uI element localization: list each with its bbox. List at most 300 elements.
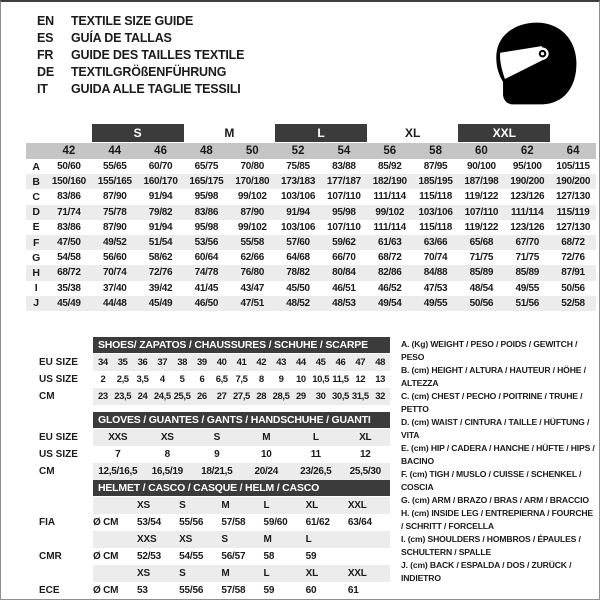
measurement-value-cell: 48/53 (332, 297, 356, 309)
measurement-value-cell: 50/56 (469, 297, 494, 309)
measurement-row-label: C (32, 190, 40, 203)
shoes-value-cell: 34 (98, 357, 108, 368)
helmet-unit-cell: Ø CM (93, 585, 119, 596)
measurement-value-cell: 62/66 (240, 252, 264, 264)
measurement-value-cell: 85/89 (515, 267, 539, 279)
shoes-value-cell: 28 (256, 391, 267, 402)
measurement-value-cell: 55/65 (102, 161, 127, 173)
size-header-cell: 56 (383, 145, 397, 157)
measurement-value-cell: 60/70 (148, 161, 173, 173)
legend-item: J. (cm) BACK / ESPALDA / DOS / ZURÜCK / INDIETRO (401, 560, 572, 583)
helmet-values-row (93, 548, 390, 565)
measurement-value-cell: 115/118 (419, 191, 453, 203)
legend-item: B. (cm) HEIGHT / ALTURA / HAUTEUR / HÖHE / ALTEZZA (401, 365, 586, 388)
helmet-size-header-cell: L (263, 568, 270, 579)
helmet-sizes-row (93, 497, 390, 514)
measurement-value-cell: 68/72 (57, 267, 81, 279)
helmet-value-cell: 61 (347, 585, 359, 596)
size-group-xl: XL (404, 126, 421, 140)
measurement-value-cell: 75/78 (102, 206, 127, 218)
shoes-value-cell: 4 (159, 374, 165, 385)
measurement-value-cell: 64/68 (286, 252, 310, 264)
shoes-value-cell: 7,5 (235, 374, 248, 385)
helmet-size-header-cell: M (221, 500, 230, 511)
size-header-cell: 54 (337, 145, 351, 157)
language-row (37, 12, 244, 29)
measurement-value-cell: 103/106 (418, 206, 453, 218)
size-header-cell: 44 (108, 145, 122, 157)
measurement-value-cell: 155/165 (97, 176, 132, 188)
shoes-value-cell: 10 (296, 374, 306, 385)
measurement-value-cell: 95/98 (194, 221, 219, 233)
shoes-value-cell: 2 (100, 374, 106, 385)
size-group-m: M (224, 126, 235, 140)
shoes-table-title-bar: SHOES/ ZAPATOS / CHAUSSURES / SCHUHE / SCARPE (93, 337, 390, 353)
shoes-value-cell: 27,5 (233, 391, 250, 402)
measurement-value-cell: 70/74 (423, 252, 448, 264)
helmet-size-header-cell: M (263, 534, 272, 545)
shoes-value-cell: 6 (199, 374, 205, 385)
gloves-value-cell: 12,5/16,5 (98, 466, 138, 477)
measurement-value-cell: 83/86 (194, 206, 219, 218)
helmet-values-row (93, 514, 390, 531)
measurement-value-cell: 87/90 (240, 206, 264, 218)
helmet-value-cell: 53/54 (137, 517, 162, 528)
size-group-l: L (275, 124, 367, 142)
measurement-value-cell: 71/74 (57, 206, 81, 218)
shoes-value-cell: 2,5 (116, 374, 129, 385)
measurement-value-cell: 48/54 (469, 282, 494, 294)
shoes-value-cell: 24 (137, 391, 148, 402)
gloves-value-cell: XXS (108, 432, 128, 443)
helmet-size-header-cell: XL (305, 568, 319, 579)
gloves-value-cell: 8 (164, 449, 170, 460)
measurement-row-label: F (32, 236, 40, 249)
measurement-row-label: B (32, 175, 40, 188)
measurement-value-cell: 35/38 (57, 282, 81, 294)
measurement-value-cell: 119/122 (464, 221, 499, 233)
helmet-unit-cell: Ø CM (93, 551, 119, 562)
measurement-value-cell: 55/58 (240, 237, 264, 249)
measurement-value-cell: 165/175 (189, 176, 224, 188)
measurement-value-cell: 119/122 (464, 191, 499, 203)
helmet-sizes-row (93, 531, 390, 548)
measurement-value-cell: 50/60 (57, 161, 81, 173)
gloves-value-cell: XL (359, 432, 372, 443)
textile-size-groups-row (26, 124, 596, 142)
shoes-value-cell: 40 (216, 357, 227, 368)
measurement-value-cell: 90/100 (467, 161, 496, 173)
measurement-value-cell: 185/195 (418, 176, 453, 188)
helmet-size-header-cell: XS (137, 500, 150, 511)
shoes-value-cell: 31,5 (351, 391, 369, 402)
helmet-standard-label-fia: FIA (39, 517, 56, 528)
measurement-value-cell: 72/76 (561, 252, 585, 264)
textile-measurement-rows (26, 159, 596, 311)
size-header-cell: 48 (200, 145, 213, 157)
helmet-value-cell: 53 (137, 585, 148, 596)
language-row (37, 46, 244, 63)
measurement-value-cell: 79/82 (148, 206, 173, 218)
shoes-value-cell: 26 (197, 391, 207, 402)
helmet-value-cell: 57/58 (221, 585, 246, 596)
legend-item: F. (cm) TIGH / MUSLO / CUISSE / SCHENKEL / COSCIA (401, 469, 582, 492)
measurement-value-cell: 68/72 (561, 237, 585, 249)
measurement-value-cell: 65/68 (469, 237, 494, 249)
gloves-values-row (93, 463, 390, 480)
gloves-value-cell: 25,5/30 (349, 466, 381, 477)
measurement-value-cell: 127/130 (556, 191, 591, 203)
measurement-value-cell: 87/90 (102, 221, 127, 233)
measurement-value-cell: 44/48 (102, 297, 127, 309)
size-group-xxl: XXL (458, 124, 550, 142)
measurement-value-cell: 71/75 (515, 252, 539, 264)
shoes-value-cell: 48 (375, 357, 385, 368)
shoes-value-cell: 24,5 (153, 391, 171, 402)
gloves-value-cell: 18/21,5 (201, 466, 233, 477)
measurement-value-cell: 85/92 (377, 161, 402, 173)
gloves-value-cell: 7 (115, 449, 121, 460)
language-title: GUIDA ALLE TAGLIE TESSILI (71, 81, 241, 96)
helmet-size-header-cell: S (179, 500, 186, 511)
gloves-value-cell: 12 (359, 449, 371, 460)
measurement-value-cell: 46/51 (332, 282, 356, 294)
racing-helmet-icon (488, 17, 582, 111)
shoes-values-row (93, 371, 390, 388)
measurement-value-cell: 83/86 (57, 221, 81, 233)
measurement-value-cell: 49/54 (377, 297, 402, 309)
measurement-value-cell: 85/89 (469, 267, 494, 279)
helmet-standard-label-ece: ECE (39, 585, 60, 596)
measurement-value-cell: 160/170 (143, 176, 178, 188)
language-list (37, 12, 244, 97)
measurement-row-j (26, 296, 596, 311)
measurement-value-cell: 47/51 (240, 297, 264, 309)
helmet-size-header-cell: L (263, 500, 270, 511)
measurement-value-cell: 127/130 (556, 221, 591, 233)
measurement-value-cell: 76/80 (240, 267, 264, 279)
measurement-value-cell: 57/60 (286, 237, 310, 249)
measurement-value-cell: 75/85 (286, 161, 310, 173)
measurement-row-c (26, 189, 596, 204)
textile-sizes-header-row (26, 143, 596, 159)
measurement-value-cell: 72/76 (148, 267, 173, 279)
helmet-value-cell: 63/64 (347, 517, 372, 528)
gloves-value-cell: 16,5/19 (151, 466, 183, 477)
size-header-cell: 52 (291, 145, 305, 157)
measurement-value-cell: 66/70 (332, 252, 356, 264)
helmet-value-cell: 57/58 (221, 517, 246, 528)
helmet-value-cell: 60 (305, 585, 317, 596)
measurement-value-cell: 91/94 (148, 221, 173, 233)
size-header-cell: 64 (566, 145, 580, 157)
measurement-value-cell: 47/53 (423, 282, 448, 294)
measurement-value-cell: 56/60 (102, 252, 127, 264)
measurement-value-cell: 177/187 (326, 176, 361, 188)
measurement-value-cell: 37/40 (102, 282, 127, 294)
measurement-row-label: J (33, 297, 39, 310)
shoes-value-cell: 41 (236, 357, 247, 368)
measurement-value-cell: 50/56 (561, 282, 585, 294)
measurement-value-cell: 111/114 (373, 221, 406, 233)
measurement-value-cell: 70/80 (240, 161, 264, 173)
measurement-value-cell: 48/52 (286, 297, 310, 309)
measurement-value-cell: 95/100 (512, 161, 542, 173)
measurement-value-cell: 170/180 (235, 176, 270, 188)
helmet-size-header-cell: XXL (347, 500, 367, 511)
measurement-value-cell: 39/42 (148, 282, 173, 294)
size-header-cell: 60 (475, 145, 488, 157)
helmet-value-cell: 59 (305, 551, 317, 562)
legend-item: E. (cm) HIP / CADERA / HANCHE / HÜFTE / HIPS / BACINO (401, 443, 595, 466)
measurement-value-cell: 52/58 (561, 297, 585, 309)
measurement-value-cell: 80/84 (332, 267, 356, 279)
measurement-value-cell: 111/114 (511, 206, 544, 218)
helmet-size-header-cell: XS (137, 568, 150, 579)
helmet-value-cell: 52/53 (137, 551, 162, 562)
shoes-value-cell: 30 (315, 391, 326, 402)
language-code: EN (37, 13, 54, 28)
legend-item: I. (cm) SHOULDERS / HOMBROS / ÉPAULES / SCHULTERN / SPALLE (401, 534, 581, 557)
measurement-value-cell: 45/50 (286, 282, 310, 294)
size-header-cell: 58 (429, 145, 442, 157)
measurement-value-cell: 107/110 (327, 191, 361, 203)
measurement-value-cell: 65/75 (194, 161, 219, 173)
measurement-row-label: G (32, 251, 40, 264)
measurement-value-cell: 103/106 (281, 191, 316, 203)
shoes-value-cell: 42 (256, 357, 267, 368)
shoes-value-cell: 5 (179, 374, 185, 385)
legend-item: C. (cm) CHEST / PECHO / POITRINE / TRUHE / PETTO (401, 391, 583, 414)
measurement-value-cell: 99/102 (375, 206, 405, 218)
measurement-value-cell: 51/54 (148, 237, 173, 249)
measurement-value-cell: 111/114 (373, 191, 406, 203)
helmet-size-header-cell: S (179, 568, 186, 579)
helmet-size-header-cell: XXL (347, 568, 367, 579)
measurement-value-cell: 78/82 (286, 267, 310, 279)
measurement-row-b (26, 174, 596, 189)
shoes-value-cell: 45 (315, 357, 326, 368)
shoes-values-row (93, 388, 390, 405)
measurement-value-cell: 43/47 (240, 282, 264, 294)
shoes-value-cell: 28,5 (272, 391, 290, 402)
shoes-value-cell: 23 (98, 391, 108, 402)
shoes-value-cell: 13 (375, 374, 385, 385)
measurement-value-cell: 91/94 (148, 191, 173, 203)
shoes-value-cell: 9 (278, 374, 284, 385)
measurement-value-cell: 115/119 (556, 206, 590, 218)
measurement-value-cell: 95/98 (194, 191, 219, 203)
measurement-row-i (26, 281, 596, 296)
measurement-value-cell: 190/200 (510, 176, 545, 188)
shoes-value-cell: 6,5 (215, 374, 228, 385)
measurement-value-cell: 71/75 (469, 252, 494, 264)
size-header-cell: 46 (154, 145, 167, 157)
gloves-value-cell: 11 (310, 449, 321, 460)
helmet-value-cell: 54/55 (179, 551, 204, 562)
measurement-value-cell: 46/52 (377, 282, 402, 294)
measurement-value-cell: 45/49 (57, 297, 81, 309)
measurement-row-label: I (34, 282, 38, 295)
measurement-value-cell: 83/88 (332, 161, 356, 173)
helmet-size-header-cell: M (221, 568, 230, 579)
shoes-value-cell: 36 (137, 357, 148, 368)
helmet-standard-label-cmr: CMR (39, 551, 62, 562)
measurement-row-f (26, 235, 596, 250)
shoes-value-cell: 47 (355, 357, 366, 368)
measurement-value-cell: 91/94 (286, 206, 310, 218)
measurement-value-cell: 51/56 (515, 297, 539, 309)
language-row (37, 80, 244, 97)
measurement-row-a (26, 159, 596, 174)
measurement-value-cell: 105/115 (556, 161, 590, 173)
measurement-value-cell: 103/106 (281, 221, 316, 233)
shoes-value-cell: 10,5 (312, 374, 330, 385)
measurement-value-cell: 45/49 (148, 297, 173, 309)
measurement-value-cell: 190/200 (556, 176, 591, 188)
measurement-row-label: E (32, 221, 40, 234)
size-header-cell: 62 (520, 145, 534, 157)
measurement-legend (401, 338, 597, 585)
measurement-value-cell: 74/78 (194, 267, 219, 279)
helmet-size-header-cell: XXS (137, 534, 157, 545)
measurement-value-cell: 84/88 (423, 267, 448, 279)
measurement-value-cell: 67/70 (515, 237, 539, 249)
helmet-size-header-cell: S (221, 534, 228, 545)
gloves-value-cell: 20/24 (254, 466, 279, 477)
shoes-row-label: CM (39, 391, 55, 402)
measurement-row-d (26, 205, 596, 220)
gloves-row-label: CM (39, 466, 55, 477)
shoes-value-cell: 44 (296, 357, 306, 368)
gloves-value-cell: 9 (214, 449, 220, 460)
legend-item: G. (cm) ARM / BRAZO / BRAS / ARM / BRACCIO (401, 495, 589, 505)
language-row (37, 29, 244, 46)
legend-item: D. (cm) WAIST / CINTURA / TAILLE / HÜFTUNG / VITA (401, 417, 590, 440)
helmet-value-cell: 58 (263, 551, 275, 562)
helmet-size-header-cell: L (305, 534, 312, 545)
measurement-value-cell: 107/110 (327, 221, 361, 233)
gloves-value-cell: XS (160, 432, 174, 443)
size-header-cell: 50 (245, 145, 259, 157)
shoes-value-cell: 32 (375, 391, 385, 402)
measurement-value-cell: 49/55 (515, 282, 539, 294)
measurement-value-cell: 87/95 (423, 161, 448, 173)
shoes-value-cell: 38 (177, 357, 187, 368)
helmet-size-header-cell: XS (179, 534, 193, 545)
language-title: TEXTILE SIZE GUIDE (71, 13, 194, 28)
shoes-row-label: EU SIZE (39, 357, 78, 368)
measurement-row-label: A (32, 160, 40, 173)
size-header-cell: 42 (62, 145, 76, 157)
measurement-value-cell: 53/56 (194, 237, 219, 249)
measurement-value-cell: 49/52 (102, 237, 127, 249)
language-code: DE (37, 64, 54, 79)
language-code: ES (37, 30, 54, 45)
shoes-value-cell: 23,5 (114, 391, 132, 402)
shoes-value-cell: 37 (157, 357, 168, 368)
shoes-value-cell: 46 (335, 357, 346, 368)
gloves-row-label: EU SIZE (39, 432, 78, 443)
helmet-table-title-bar: HELMET / CASCO / CASQUE / HELM / CASCO (93, 480, 390, 496)
helmet-value-cell: 55/56 (179, 585, 204, 596)
measurement-row-label: D (32, 206, 40, 219)
shoes-values-row (93, 354, 390, 371)
helmet-sizes-row (93, 565, 390, 582)
helmet-value-cell: 61/62 (305, 517, 330, 528)
shoes-value-cell: 12 (355, 374, 366, 385)
gloves-row-label: US SIZE (39, 449, 78, 460)
measurement-value-cell: 187/198 (464, 176, 499, 188)
shoes-value-cell: 43 (276, 357, 286, 368)
helmet-value-cell: 55/56 (179, 517, 204, 528)
measurement-value-cell: 123/126 (510, 191, 545, 203)
measurement-row-g (26, 250, 596, 265)
language-title: GUIDE DES TAILLES TEXTILE (71, 47, 245, 62)
measurement-value-cell: 87/90 (102, 191, 127, 203)
gloves-values-row (93, 446, 390, 463)
gloves-values-row (93, 429, 390, 446)
measurement-value-cell: 173/183 (281, 176, 316, 188)
shoes-value-cell: 3,5 (136, 374, 149, 385)
helmet-values-row (93, 582, 390, 599)
helmet-value-cell: 59 (263, 585, 275, 596)
measurement-value-cell: 182/190 (372, 176, 407, 188)
helmet-value-cell: 56/57 (221, 551, 246, 562)
measurement-value-cell: 95/98 (332, 206, 356, 218)
shoes-row-label: US SIZE (39, 374, 78, 385)
measurement-value-cell: 115/118 (419, 221, 453, 233)
measurement-row-label: H (32, 266, 40, 279)
measurement-value-cell: 99/102 (237, 221, 267, 233)
legend-item: A. (Kg) WEIGHT / PESO / POIDS / GEWITCH / PESO (401, 339, 578, 362)
shoes-value-cell: 8 (258, 374, 264, 385)
measurement-row-e (26, 220, 596, 235)
measurement-value-cell: 83/86 (57, 191, 81, 203)
measurement-value-cell: 123/126 (510, 221, 545, 233)
gloves-value-cell: L (312, 432, 319, 443)
shoes-value-cell: 35 (117, 357, 128, 368)
measurement-value-cell: 49/55 (423, 297, 448, 309)
language-code: IT (37, 81, 48, 96)
helmet-value-cell: 59/60 (263, 517, 288, 528)
language-row (37, 63, 244, 80)
measurement-value-cell: 58/62 (148, 252, 173, 264)
shoes-value-cell: 27 (216, 391, 227, 402)
measurement-value-cell: 150/160 (51, 176, 86, 188)
shoes-value-cell: 30,5 (332, 391, 349, 402)
measurement-value-cell: 47/50 (57, 237, 81, 249)
measurement-value-cell: 68/72 (377, 252, 402, 264)
measurement-value-cell: 46/50 (194, 297, 219, 309)
helmet-size-header-cell: XL (305, 500, 319, 511)
language-title: TEXTILGRÖßENFÜHRUNG (71, 64, 227, 79)
measurement-value-cell: 59/62 (332, 237, 356, 249)
measurement-value-cell: 61/63 (377, 237, 402, 249)
measurement-value-cell: 107/110 (464, 206, 499, 218)
gloves-value-cell: M (262, 432, 271, 443)
helmet-unit-cell: Ø CM (93, 517, 119, 528)
gloves-value-cell: S (213, 432, 220, 443)
gloves-value-cell: 10 (260, 449, 272, 460)
measurement-value-cell: 41/45 (194, 282, 219, 294)
measurement-row-h (26, 265, 596, 280)
measurement-value-cell: 87/91 (561, 267, 585, 279)
legend-item: H. (cm) INSIDE LEG / ENTREPIERNA / FOURCHE / SCHRITT / FORCELLA (401, 508, 594, 531)
shoes-value-cell: 25,5 (173, 391, 191, 402)
language-code: FR (37, 47, 54, 62)
shoes-value-cell: 29 (296, 391, 306, 402)
